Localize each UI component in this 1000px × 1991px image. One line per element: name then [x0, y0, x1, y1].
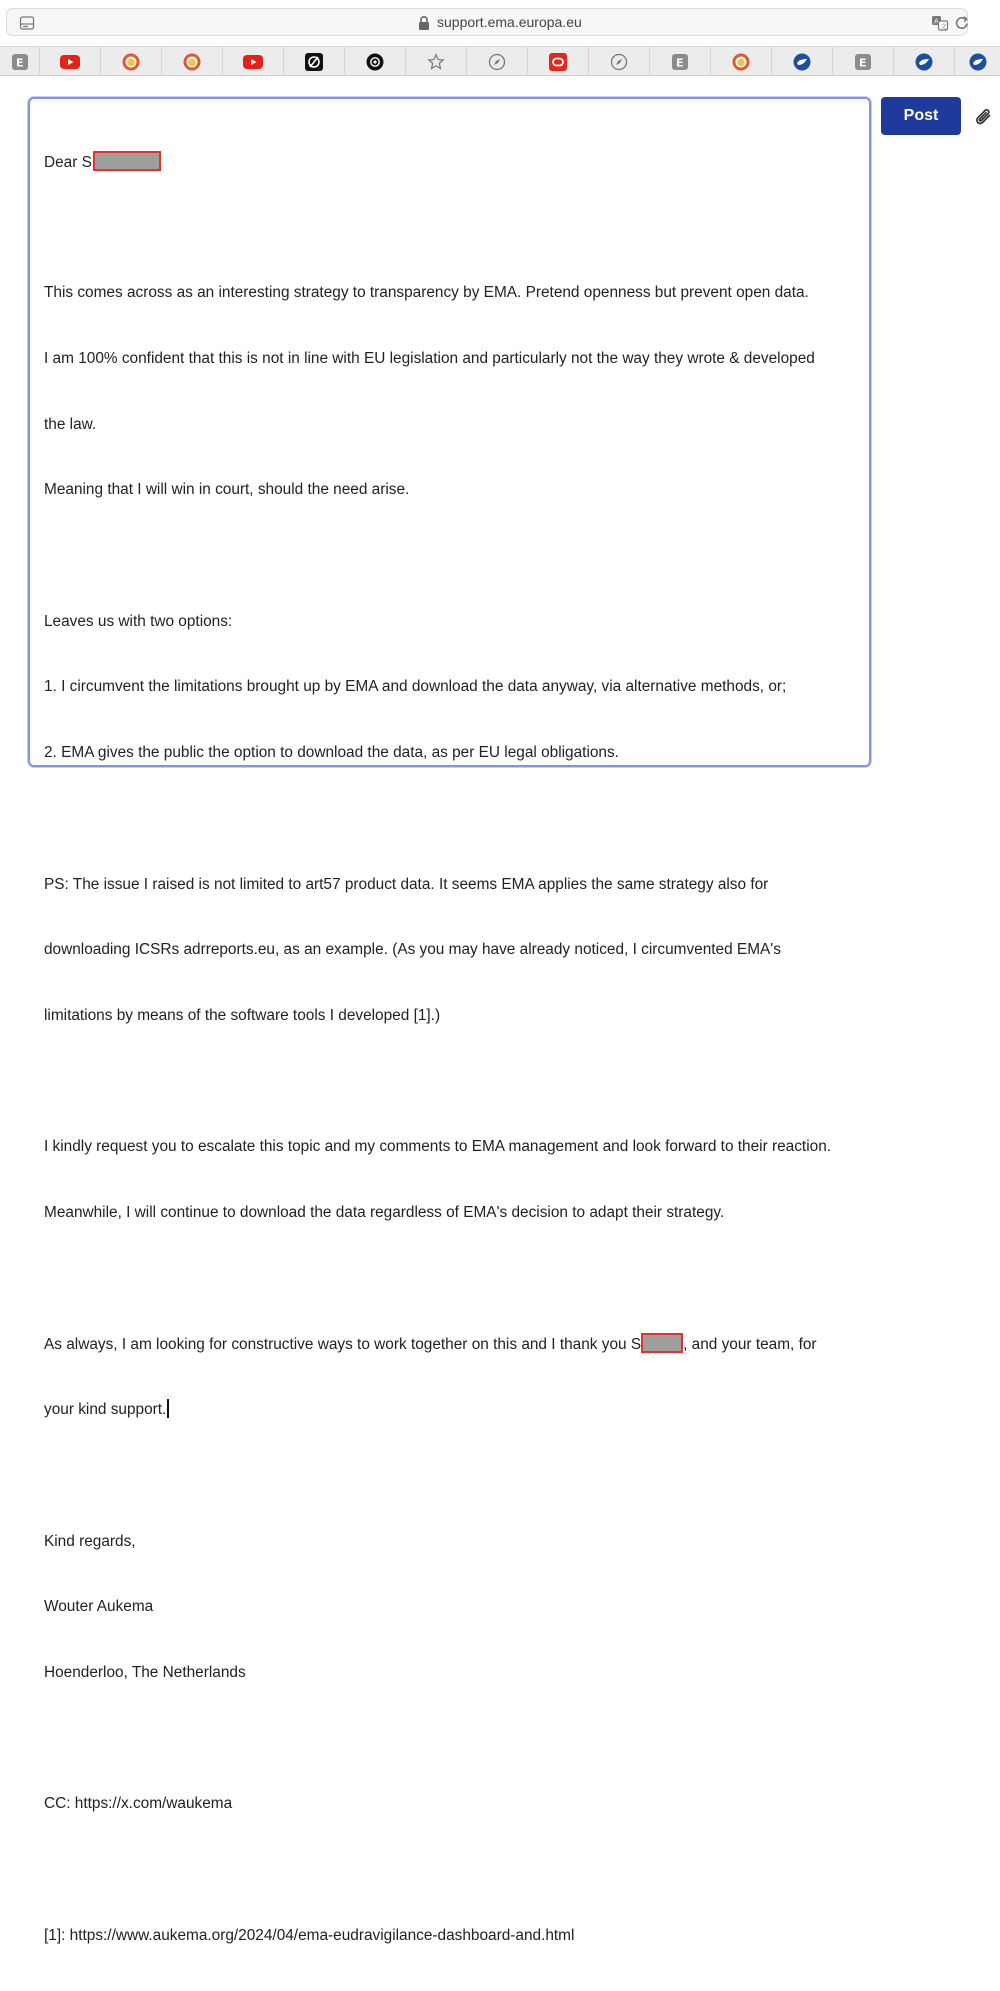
blank-line — [44, 1268, 864, 1290]
no-symbol-icon — [305, 53, 323, 71]
greeting-line — [44, 151, 864, 173]
svg-text:E: E — [676, 56, 684, 69]
thanks-text-start: As always, I am looking for constructive ways to work together on this and I thank you S — [44, 1336, 642, 1354]
svg-text:E: E — [15, 56, 24, 69]
favorite-item[interactable] — [101, 47, 162, 76]
signature-line: Kind regards, — [44, 1532, 136, 1550]
blank-line — [44, 1859, 864, 1881]
paragraph-line: I kindly request you to escalate this topic and my comments to EMA management and look forward to their reaction. — [44, 1138, 832, 1156]
favorite-item[interactable] — [406, 47, 467, 76]
closing-text: your kind support. — [44, 1401, 167, 1419]
compass-icon — [488, 53, 506, 71]
paragraph-line: Meaning that I will win in court, should the need arise. — [44, 481, 410, 499]
red-square-icon — [549, 53, 567, 71]
sidebar-icon[interactable] — [19, 15, 35, 31]
favorite-item[interactable] — [40, 47, 101, 76]
text-cursor — [167, 1399, 169, 1418]
favorite-item[interactable] — [894, 47, 955, 76]
compass-icon — [610, 53, 628, 71]
translate-icon[interactable] — [931, 14, 949, 32]
paragraph-line: limitations by means of the software tools I developed [1].) — [44, 1006, 441, 1024]
star-icon — [427, 53, 445, 71]
thanks-text-end: , and your team, for — [683, 1336, 817, 1354]
reload-icon[interactable] — [954, 14, 970, 32]
blank-line — [44, 1728, 864, 1750]
paragraph-line: 1. I circumvent the limitations brought up by EMA and download the data anyway, via alternative methods, or; — [44, 678, 787, 696]
favorite-item[interactable] — [528, 47, 589, 76]
blank-line — [44, 1071, 864, 1093]
message-editor[interactable] — [28, 97, 871, 1944]
favorite-item[interactable] — [711, 47, 772, 76]
redacted-name — [641, 1333, 683, 1353]
favorite-item[interactable] — [589, 47, 650, 76]
favorite-item[interactable] — [284, 47, 345, 76]
redacted-name — [93, 151, 161, 171]
blank-line — [44, 808, 864, 830]
blue-bird-icon — [793, 53, 811, 71]
paragraph-line: the law. — [44, 415, 97, 433]
blank-line — [44, 1465, 864, 1487]
duckduckgo-icon — [122, 53, 140, 71]
favorite-item[interactable] — [223, 47, 284, 76]
svg-text:A: A — [934, 17, 939, 26]
paragraph-line — [44, 1399, 864, 1421]
favorites-bar — [0, 46, 1000, 76]
favorite-item[interactable] — [162, 47, 223, 76]
favorite-item[interactable] — [0, 47, 40, 76]
favorite-item[interactable] — [345, 47, 406, 76]
paragraph-line — [44, 1333, 864, 1355]
signature-line: Hoenderloo, The Netherlands — [44, 1663, 246, 1681]
e-letter-icon — [671, 53, 689, 71]
blank-line — [44, 545, 864, 567]
favorite-item[interactable] — [833, 47, 894, 76]
youtube-icon — [60, 55, 80, 69]
lock-icon — [417, 15, 431, 31]
youtube-icon — [243, 55, 263, 69]
blank-line — [44, 217, 864, 239]
favorite-item[interactable] — [650, 47, 711, 76]
blue-bird-icon — [969, 53, 987, 71]
duckduckgo-icon — [183, 53, 201, 71]
blue-bird-icon — [915, 53, 933, 71]
favorite-item[interactable] — [772, 47, 833, 76]
paragraph-line: This comes across as an interesting strategy to transparency by EMA. Pretend openness but prevent open data. — [44, 284, 809, 302]
greeting-text: Dear S — [44, 153, 92, 171]
svg-text:文: 文 — [940, 22, 947, 31]
favorite-item[interactable] — [955, 47, 1000, 76]
paragraph-line: PS: The issue I raised is not limited to art57 product data. It seems EMA applies the same strategy also for — [44, 875, 769, 893]
message-body[interactable] — [44, 107, 864, 1991]
e-letter-icon — [11, 53, 29, 71]
signature-line: Wouter Aukema — [44, 1598, 154, 1616]
post-button[interactable]: Post — [881, 97, 961, 135]
paragraph-line: downloading ICSRs adrreports.eu, as an example. (As you may have already noticed, I circumvented EMA's — [44, 941, 781, 959]
cc-line: CC: https://x.com/waukema — [44, 1795, 233, 1813]
url-text: support.ema.europa.eu — [437, 14, 582, 30]
openai-icon — [366, 53, 384, 71]
browser-toolbar — [0, 0, 1000, 46]
paragraph-line: 2. EMA gives the public the option to download the data, as per EU legal obligations. — [44, 744, 619, 762]
duckduckgo-icon — [732, 53, 750, 71]
e-letter-icon — [854, 53, 872, 71]
address-bar[interactable] — [6, 8, 968, 36]
favorite-item[interactable] — [467, 47, 528, 76]
paragraph-line: Meanwhile, I will continue to download the data regardless of EMA's decision to adapt their strategy. — [44, 1204, 725, 1222]
paperclip-icon[interactable] — [974, 106, 994, 128]
reference-line: [1]: https://www.aukema.org/2024/04/ema-eudravigilance-dashboard-and.html — [44, 1926, 575, 1944]
paragraph-line: I am 100% confident that this is not in line with EU legislation and particularly not the way they wrote & developed — [44, 349, 815, 367]
svg-text:E: E — [859, 56, 867, 69]
paragraph-line: Leaves us with two options: — [44, 612, 233, 630]
